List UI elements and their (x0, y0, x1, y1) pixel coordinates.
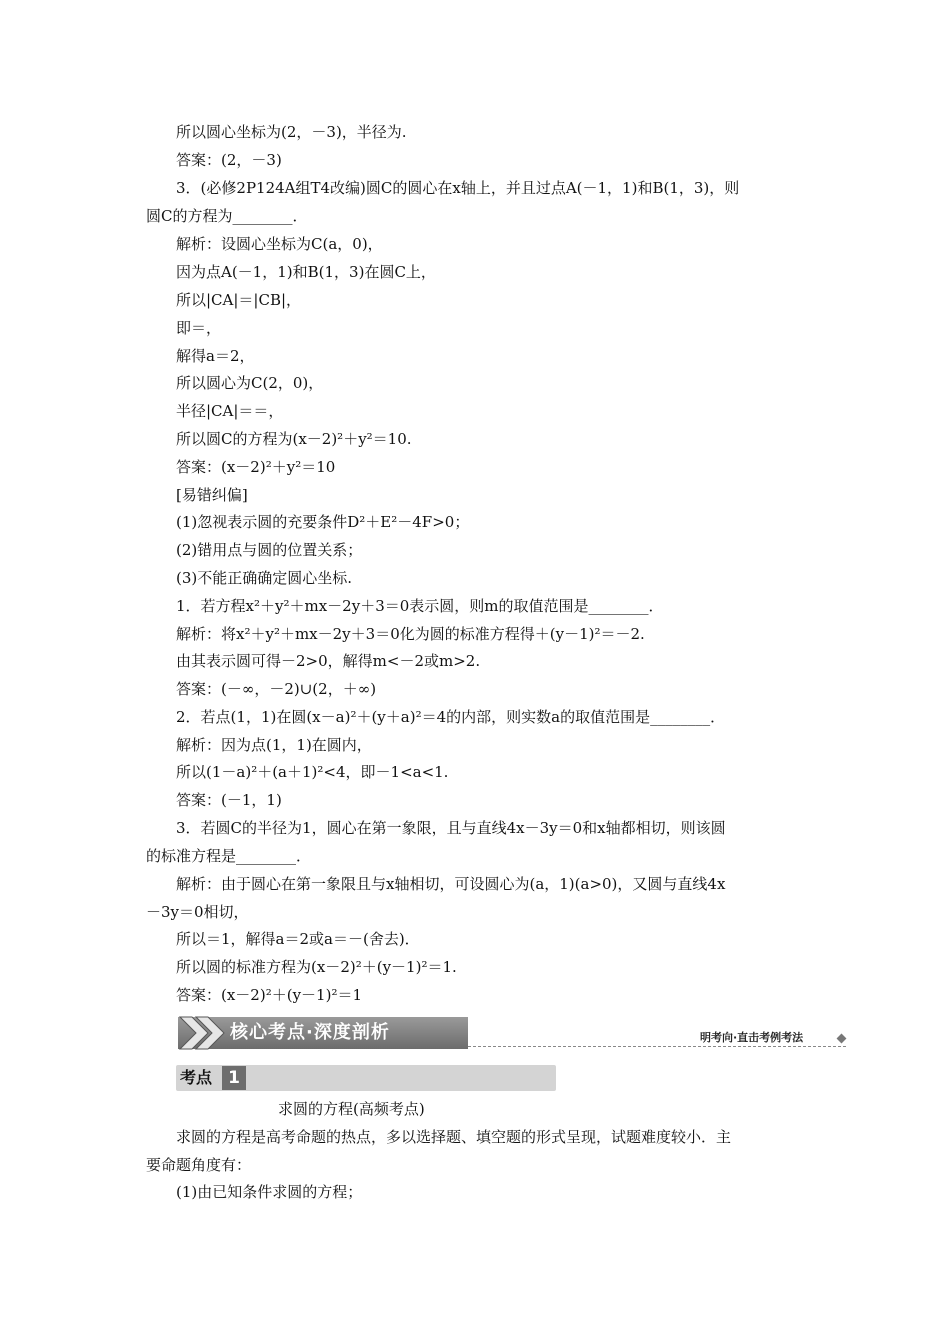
double-chevron-icon (178, 1015, 226, 1051)
text-line: (2)错用点与圆的位置关系； (176, 541, 363, 559)
text-line: 答案：(x－2)²＋y²＝10 (176, 458, 336, 476)
text-line: (1)忽视表示圆的充要条件D²＋E²－4F>0； (176, 513, 470, 531)
text-line: 解析：将x²＋y²＋mx－2y＋3＝0化为圆的标准方程得＋(y－1)²＝－2. (176, 625, 645, 643)
text-line: 所以(1－a)²＋(a＋1)²<4，即－1<a<1. (176, 763, 449, 781)
text-line: 所以圆心为C(2，0)， (176, 374, 324, 392)
text-line: 答案：(－1，1) (176, 791, 282, 809)
text-line: 所以圆C的方程为(x－2)²＋y²＝10. (176, 430, 412, 448)
text-line: 答案：(x－2)²＋(y－1)²＝1 (176, 986, 362, 1004)
text-line: 1．若方程x²＋y²＋mx－2y＋3＝0表示圆，则m的取值范围是________． (176, 597, 664, 615)
text-line: 所以圆心坐标为(2，－3)，半径为. (176, 123, 407, 141)
text-line: 解析：因为点(1，1)在圆内， (176, 736, 372, 754)
text-line: 即＝， (176, 319, 222, 337)
text-line: 答案：(－∞，－2)∪(2，＋∞) (176, 680, 377, 698)
text-line: 由其表示圆可得－2>0，解得m<－2或m>2. (176, 652, 481, 670)
text-line: 要命题角度有： (146, 1156, 252, 1174)
text-line: 所以圆的标准方程为(x－2)²＋(y－1)²＝1. (176, 958, 457, 976)
text-line: 半径|CA|＝＝， (176, 402, 284, 420)
text-line: (1)由已知条件求圆的方程； (176, 1183, 363, 1201)
text-line: 求圆的方程是高考命题的热点，多以选择题、填空题的形式呈现，试题难度较小．主 (176, 1128, 732, 1146)
text-line: 因为点A(－1，1)和B(1，3)在圆C上， (176, 263, 436, 281)
section-title: 求圆的方程(高频考点) (278, 1100, 425, 1118)
text-line: 2．若点(1，1)在圆(x－a)²＋(y＋a)²＝4的内部，则实数a的取值范围是________． (176, 708, 726, 726)
kaodian-label: 考点 (180, 1068, 213, 1087)
text-line: 圆C的方程为________． (146, 207, 308, 225)
text-line: 解析：设圆心坐标为C(a，0)， (176, 235, 383, 253)
text-line: 3．(必修2P124A组T4改编)圆C的圆心在x轴上，并且过点A(－1，1)和B(1，3)，则 (176, 179, 740, 197)
text-line: 的标准方程是________． (146, 847, 312, 865)
kaodian-number: 1 (222, 1066, 246, 1090)
text-line: 答案：(2，－3) (176, 151, 282, 169)
text-line: 解得a＝2， (176, 347, 255, 365)
text-line: 所以＝1，解得a＝2或a＝－(舍去)． (176, 930, 420, 948)
diamond-icon (837, 1034, 847, 1044)
banner-title: 核心考点·深度剖析 (230, 1022, 390, 1043)
text-line: (3)不能正确确定圆心坐标. (176, 569, 353, 587)
text-line: 3．若圆C的半径为1，圆心在第一象限，且与直线4x－3y＝0和x轴都相切，则该圆 (176, 819, 726, 837)
text-line: 所以|CA|＝|CB|， (176, 291, 302, 309)
banner-divider (468, 1046, 846, 1047)
banner-subtitle: 明考向·直击考例考法 (700, 1031, 804, 1044)
text-line: －3y＝0相切， (146, 903, 249, 921)
text-line: 解析：由于圆心在第一象限且与x轴相切，可设圆心为(a，1)(a>0)，又圆与直线4x (176, 875, 726, 893)
text-line: [易错纠偏] (176, 486, 248, 504)
